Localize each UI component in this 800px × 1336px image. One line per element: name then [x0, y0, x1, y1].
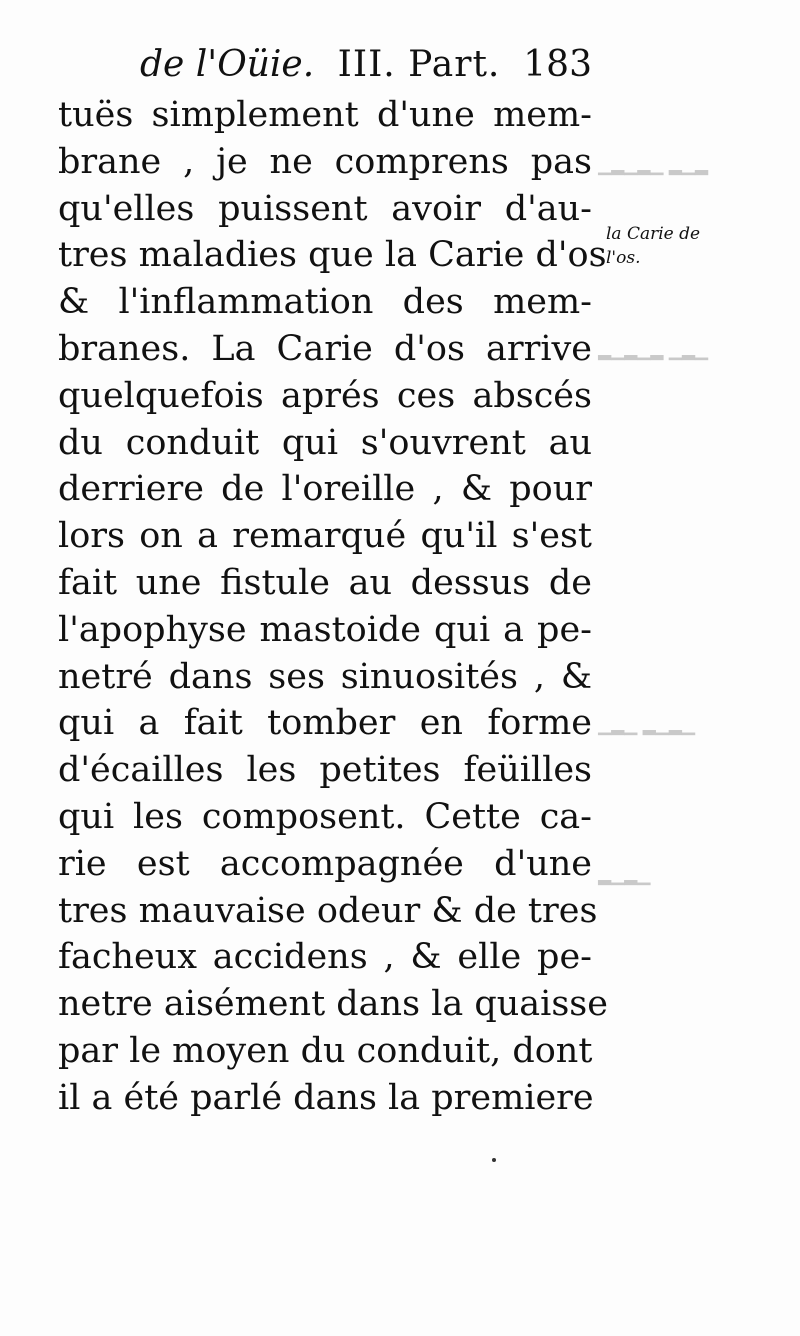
show-through-mark: ▁▂▁▂▁ ▂▁▂	[598, 156, 708, 176]
header-part: III. Part.	[337, 44, 501, 85]
text-line: rie est accompagnée d'une	[58, 843, 592, 884]
text-line: tres maladies que la Carie d'os	[58, 235, 607, 276]
text-line: quelquefois aprés ces abscés	[58, 375, 592, 416]
show-through-mark: ▂▁▂▁▂ ▁▂▁	[598, 341, 708, 361]
margin-note	[606, 222, 766, 270]
text-line: tuës simplement d'une mem-	[58, 95, 592, 135]
text-line: branes. La Carie d'os arrive	[58, 328, 592, 369]
margin-note-line: l'os.	[606, 248, 641, 268]
page-number: 183	[523, 44, 592, 85]
text-line: facheux accidens , & elle pe-	[58, 937, 592, 978]
show-through-mark: ▂▁▂▁	[598, 866, 651, 886]
text-line: qui a fait tomber en forme	[58, 703, 592, 744]
text-line: d'écailles les petites feüilles	[58, 750, 592, 791]
text-line: netré dans ses sinuosités , &	[58, 656, 592, 697]
running-header	[140, 40, 600, 90]
text-line: qu'elles puissent avoir d'au-	[58, 188, 592, 229]
text-line: l'apophyse mastoide qui a pe-	[58, 609, 592, 650]
text-line: brane , je ne comprens pas	[58, 141, 592, 182]
text-line: par le moyen du conduit, dont	[58, 1030, 593, 1071]
margin-note-line: la Carie de	[606, 224, 701, 244]
text-line: & l'inflammation des mem-	[58, 282, 592, 323]
text-line: qui les composent. Cette ca-	[58, 796, 592, 837]
text-line: du conduit qui s'ouvrent au	[58, 422, 592, 463]
body-text	[58, 92, 608, 1122]
text-line: fait une fistule au dessus de	[58, 562, 592, 603]
show-through-mark: ▁▂▁ ▂▁▂▁	[598, 716, 695, 736]
header-title: de l'Oüie.	[140, 44, 315, 85]
text-line: netre aisément dans la quaisse	[58, 984, 608, 1025]
text-line: lors on a remarqué qu'il s'est	[58, 516, 592, 557]
ink-speck	[492, 1158, 496, 1162]
text-line: il a été parlé dans la premiere	[58, 1077, 594, 1118]
text-line: tres mauvaise odeur & de tres	[58, 890, 598, 931]
text-line: derriere de l'oreille , & pour	[58, 469, 592, 510]
